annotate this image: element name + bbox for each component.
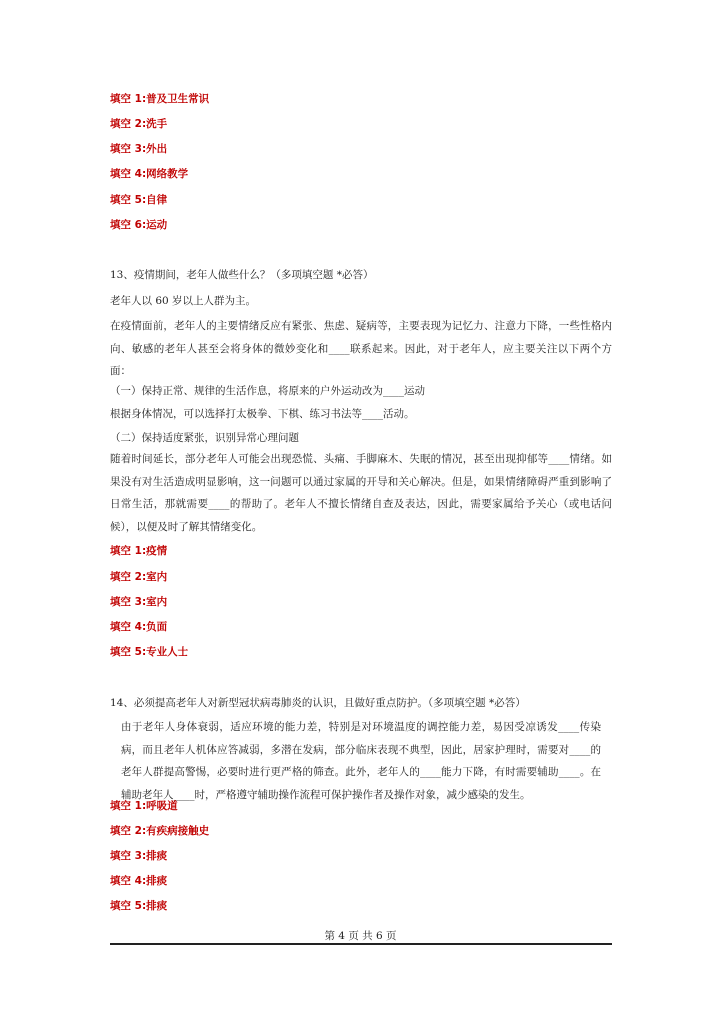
question-13-title: 13、疫情期间，老年人做些什么？（多项填空题 *必答）	[110, 269, 374, 281]
answer-line: 填空 4:排痰	[110, 875, 168, 887]
question-13-point-1-detail: 根据身体情况，可以选择打太极拳、下棋、练习书法等____活动。	[110, 408, 415, 420]
answer-line: 填空 5:排痰	[110, 900, 168, 912]
answer-line: 填空 6:运动	[110, 219, 168, 231]
question-13-paragraph-1: 在疫情面前，老年人的主要情绪反应有紧张、焦虑、疑病等，主要表现为记忆力、注意力下降，一些性格内向、敏感的老年人甚至会将身体的微妙变化和____联系起来。因此，对于老年人，应主要关注以下两个方面：	[110, 320, 612, 377]
answer-line: 填空 5:专业人士	[110, 646, 189, 658]
question-13-point-1: （一）保持正常、规律的生活作息，将原来的户外运动改为____运动	[110, 385, 425, 397]
answer-line: 填空 3:室内	[110, 596, 168, 608]
answer-line: 填空 4:网络教学	[110, 168, 189, 180]
answer-line: 填空 1:呼吸道	[110, 800, 178, 812]
answer-line: 填空 2:洗手	[110, 118, 168, 130]
answer-line: 填空 1:疫情	[110, 545, 168, 557]
page-number: 第 4 页 共 6 页	[324, 930, 397, 942]
question-13-intro: 老年人以 60 岁以上人群为主。	[110, 295, 257, 307]
question-13-point-2: （二）保持适度紧张，识别异常心理问题	[110, 432, 299, 444]
question-14-title: 14、必须提高老年人对新型冠状病毒肺炎的认识，且做好重点防护。（多项填空题 *必答）	[110, 697, 526, 709]
answer-line: 填空 4:负面	[110, 621, 168, 633]
question-13-paragraph-2: 随着时间延长，部分老年人可能会出现恐慌、头痛、手脚麻木、失眠的情况，甚至出现抑郁等____情绪。如果没有对生活造成明显影响，这一问题可以通过家属的开导和关心解决。但是，如果情绪障碍严重到影响了日常生活，那就需要____的帮助了。老年人不擅长情绪自查及表达，因此，需要家属给予关心（或电话问候），以便及时了解其情绪变化。	[110, 453, 612, 533]
footer-divider	[110, 943, 612, 945]
answer-line: 填空 3:排痰	[110, 850, 168, 862]
answer-line: 填空 3:外出	[110, 143, 168, 155]
answer-line: 填空 2:室内	[110, 571, 168, 583]
question-14-paragraph: 由于老年人身体衰弱，适应环境的能力差，特别是对环境温度的调控能力差，易因受凉诱发____传染病，而且老年人机体应答减弱，多潜在发病，部分临床表现不典型，因此，居家护理时，需要对____的老年人群提高警惕，必要时进行更严格的筛查。此外，老年人的____能力下降，有时需要辅助____。在辅助老年人____时，严格遵守辅助操作流程可保护操作者及操作对象，减少感染的发生。	[121, 721, 601, 801]
answer-line: 填空 2:有疾病接触史	[110, 825, 210, 837]
answer-line: 填空 5:自律	[110, 194, 168, 206]
answer-line: 填空 1:普及卫生常识	[110, 93, 210, 105]
